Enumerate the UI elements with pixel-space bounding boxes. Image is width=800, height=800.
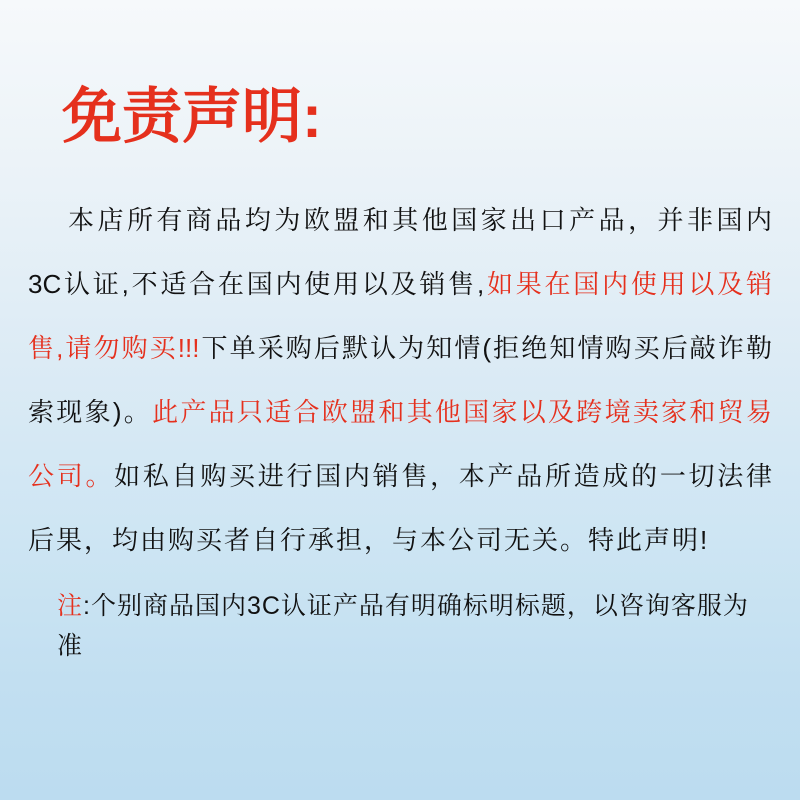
text-segment: 本店所有商品均为欧盟和其他国家出口产品，并非国内 xyxy=(68,205,772,235)
disclaimer-line-1 xyxy=(28,188,772,252)
disclaimer-body xyxy=(28,188,772,572)
text-segment: 后果，均由购买者自行承担，与本公司无关。特此声明! xyxy=(28,525,710,555)
disclaimer-line-6 xyxy=(28,508,772,572)
text-segment: 索现象)。 xyxy=(28,397,153,427)
text-segment-red: 公司。 xyxy=(28,461,115,491)
note-text: :个别商品国内3C认证产品有明确标明标题，以咨询客服为准 xyxy=(57,592,749,660)
disclaimer-line-2 xyxy=(28,252,772,316)
text-segment-red: 如果在国内使用以及销 xyxy=(484,269,772,299)
text-segment: 下单采购后默认为知情(拒绝知情购买后敲诈勒 xyxy=(199,333,772,363)
note-label: 注 xyxy=(57,592,84,620)
disclaimer-line-3 xyxy=(28,316,772,380)
text-segment: 如私自购买进行国内销售，本产品所造成的一切法律 xyxy=(114,461,772,491)
disclaimer-line-5 xyxy=(28,444,772,508)
text-segment-red: 此产品只适合欧盟和其他国家以及跨境卖家和贸易 xyxy=(152,397,772,427)
disclaimer-line-4 xyxy=(28,380,772,444)
page-title: 免责声明: xyxy=(62,83,322,150)
text-segment: 3C认证,不适合在国内使用以及销售, xyxy=(28,269,485,299)
text-segment-red: 售,请勿购买!!! xyxy=(28,333,200,363)
note-line xyxy=(57,586,772,666)
